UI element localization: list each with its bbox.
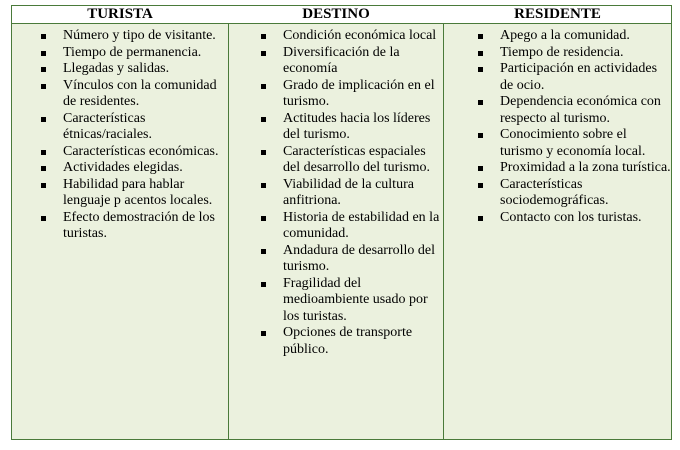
list-item-text: Contacto con los turistas.	[500, 209, 642, 225]
list-item-text: Efecto demostración de los turistas.	[63, 209, 216, 241]
list-item	[476, 61, 672, 94]
list-item	[259, 325, 441, 358]
table-header-row	[12, 6, 671, 24]
list-item	[259, 28, 441, 45]
bullet-icon	[478, 133, 483, 138]
list-item-text: Grado de implicación en el turismo.	[283, 77, 435, 109]
list-item	[39, 111, 229, 144]
list-item-text: Tiempo de permanencia.	[63, 44, 202, 60]
bullet-icon	[261, 183, 266, 188]
list-item-text: Habilidad para hablar lenguaje p acentos locales.	[63, 176, 213, 208]
list-item-text: Fragilidad del medioambiente usado por los turistas.	[283, 275, 428, 324]
header-residente: RESIDENTE	[514, 6, 601, 22]
list-item-text: Actividades elegidas.	[63, 160, 183, 175]
column-destino	[259, 28, 441, 358]
bullet-icon	[41, 183, 46, 188]
factors-table	[11, 5, 672, 440]
bullet-icon	[41, 51, 46, 56]
bullet-icon	[478, 100, 483, 105]
list-item-text: Vínculos con la comunidad de residentes.	[63, 77, 217, 109]
column-divider	[443, 24, 444, 439]
list-item-text: Conocimiento sobre el turismo y economía local.	[500, 127, 646, 159]
list-item	[39, 61, 229, 78]
list-item	[476, 94, 672, 127]
list-item	[39, 210, 229, 243]
bullet-icon	[261, 117, 266, 122]
list-item	[476, 45, 672, 62]
list-item	[476, 127, 672, 160]
list-item	[259, 45, 441, 78]
list-item	[39, 160, 229, 177]
bullet-icon	[261, 249, 266, 254]
list-item-text: Andadura de desarrollo del turismo.	[283, 242, 435, 274]
bullet-icon	[478, 51, 483, 56]
bullet-icon	[41, 166, 46, 171]
header-turista: TURISTA	[87, 6, 153, 22]
list-item	[259, 177, 441, 210]
bullet-icon	[478, 216, 483, 221]
list-item-text: Diversificación de la economía	[283, 44, 400, 76]
bullet-icon	[478, 34, 483, 39]
list-item	[259, 144, 441, 177]
bullet-icon	[261, 216, 266, 221]
bullet-icon	[41, 117, 46, 122]
table-body	[12, 24, 671, 439]
bullet-icon	[261, 331, 266, 336]
bullet-icon	[41, 34, 46, 39]
list-item-text: Tiempo de residencia.	[500, 44, 624, 60]
bullet-icon	[261, 51, 266, 56]
list-item-text: Proximidad a la zona turística.	[500, 160, 671, 175]
list-item	[39, 78, 229, 111]
bullet-icon	[261, 282, 266, 287]
bullet-icon	[478, 166, 483, 171]
list-item-text: Características sociodemográficas.	[500, 176, 609, 208]
header-destino: DESTINO	[302, 6, 370, 22]
list-item-text: Historia de estabilidad en la comunidad.	[283, 209, 440, 241]
list-item-text: Opciones de transporte público.	[283, 325, 413, 357]
bullet-icon	[41, 150, 46, 155]
bullet-icon	[478, 183, 483, 188]
list-item-text: Viabilidad de la cultura anfitriona.	[283, 176, 414, 208]
bullet-icon	[261, 150, 266, 155]
list-item-text: Características espaciales del desarrollo del turismo.	[283, 143, 430, 175]
bullet-icon	[41, 216, 46, 221]
column-turista	[39, 28, 229, 243]
bullet-icon	[261, 84, 266, 89]
list-item-text: Número y tipo de visitante.	[63, 28, 216, 43]
list-item	[476, 160, 672, 177]
bullet-icon	[261, 34, 266, 39]
list-item-text: Características étnicas/raciales.	[63, 110, 153, 142]
list-item-text: Dependencia económica con respecto al turismo.	[500, 94, 661, 126]
column-residente	[476, 28, 672, 226]
list-item-text: Apego a la comunidad.	[500, 28, 630, 43]
list-item	[39, 144, 229, 161]
list-item	[476, 210, 672, 227]
list-item-text: Condición económica local	[283, 28, 437, 43]
list-item	[476, 177, 672, 210]
list-item-text: Características económicas.	[63, 143, 219, 159]
list-item	[39, 45, 229, 62]
list-item	[259, 111, 441, 144]
bullet-icon	[41, 67, 46, 72]
list-item	[259, 243, 441, 276]
list-item	[259, 276, 441, 326]
bullet-icon	[478, 67, 483, 72]
list-item-text: Llegadas y salidas.	[63, 61, 170, 76]
list-item	[259, 78, 441, 111]
list-item-text: Participación en actividades de ocio.	[500, 61, 658, 93]
list-item	[39, 177, 229, 210]
list-item-text: Actitudes hacia los líderes del turismo.	[283, 110, 431, 142]
list-item	[259, 210, 441, 243]
bullet-icon	[41, 84, 46, 89]
list-item	[476, 28, 672, 45]
list-item	[39, 28, 229, 45]
